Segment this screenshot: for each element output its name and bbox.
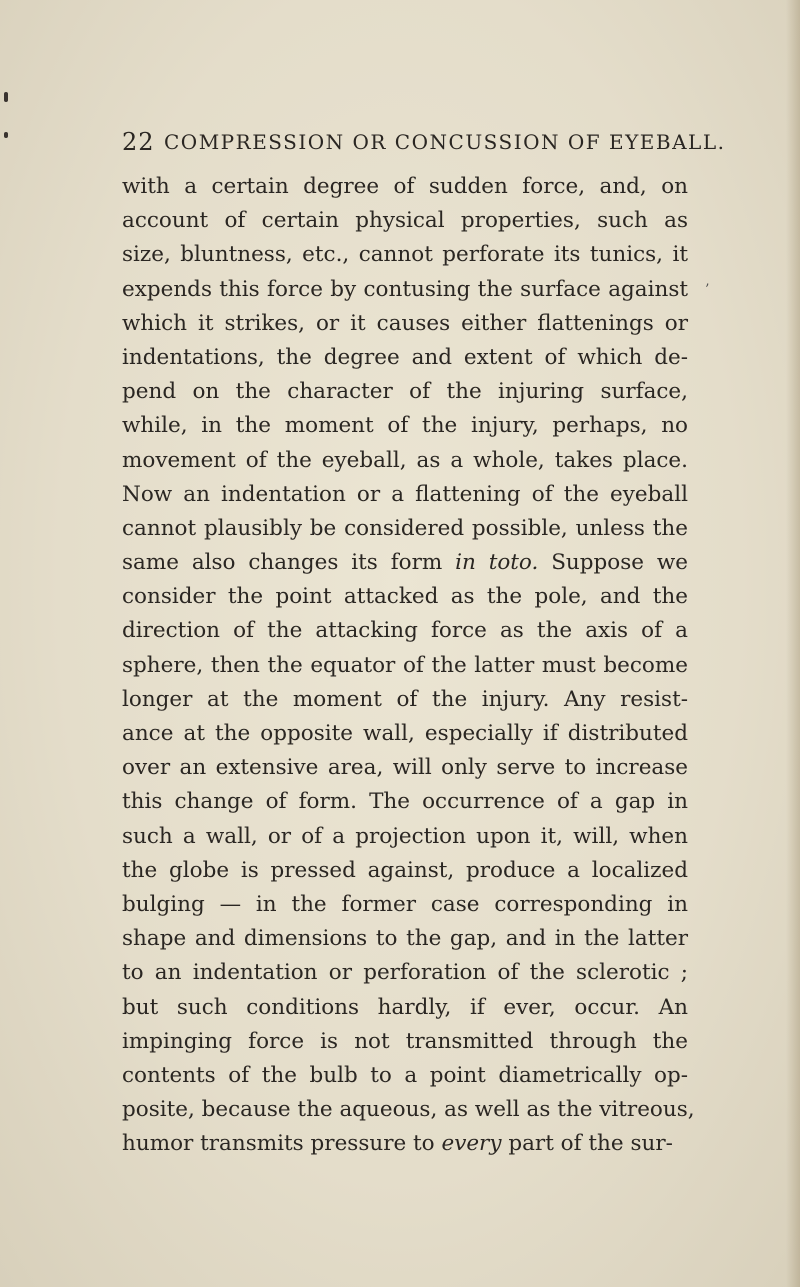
text-line: but such conditions hardly, if ever, occur. An — [122, 994, 688, 1020]
text-line: shape and dimensions to the gap, and in the latter — [122, 926, 688, 952]
binding-mark — [4, 92, 8, 102]
text-line: sphere, then the equator of the latter must become — [122, 652, 688, 678]
text-segment: same also changes its form — [122, 550, 456, 576]
text-line: pend on the character of the injuring surface, — [122, 379, 688, 405]
text-line: bulging — in the former case corresponding in — [122, 891, 688, 917]
text-segment: part of the sur- — [501, 1131, 673, 1157]
text-line: consider the point attacked as the pole, and the — [122, 584, 688, 610]
text-line: indentations, the degree and extent of which de- — [122, 344, 688, 370]
text-line — [122, 546, 688, 580]
text-line: this change of form. The occurrence of a gap in — [122, 789, 688, 815]
text-line: impinging force is not transmitted through the — [122, 1028, 688, 1054]
text-line — [122, 1127, 688, 1161]
text-segment: humor transmits pressure to — [122, 1131, 442, 1157]
text-line: posite, because the aqueous, as well as the vitreous, — [122, 1097, 695, 1123]
text-line: direction of the attacking force as the axis of a — [122, 618, 688, 644]
text-line: over an extensive area, will only serve to increase — [122, 755, 688, 781]
text-segment: Suppose we — [538, 550, 688, 576]
text-line: the globe is pressed against, produce a localized — [122, 857, 688, 883]
stray-mark: ’ — [705, 282, 710, 298]
page-edge-shadow — [786, 0, 800, 1287]
text-line: Now an indentation or a flattening of the eyeball — [122, 481, 688, 507]
text-line: cannot plausibly be considered possible, unless the — [122, 515, 688, 541]
text-line: contents of the bulb to a point diametrically op- — [122, 1062, 688, 1088]
text-line: account of certain physical properties, such as — [122, 208, 688, 234]
page-number: 22 — [122, 128, 155, 156]
text-line: movement of the eyeball, as a whole, takes place. — [122, 447, 688, 473]
page-header — [122, 124, 726, 160]
text-line: size, bluntness, etc., cannot perforate its tunics, it — [122, 242, 688, 268]
italic-text: in toto. — [455, 550, 539, 576]
running-head: COMPRESSION OR CONCUSSION OF EYEBALL. — [164, 130, 726, 154]
text-line: while, in the moment of the injury, perhaps, no — [122, 413, 688, 439]
text-line: with a certain degree of sudden force, and, on — [122, 174, 688, 199]
binding-mark — [4, 132, 8, 138]
text-line: which it strikes, or it causes either flattenings or — [122, 310, 688, 336]
text-line: expends this force by contusing the surface against — [122, 276, 688, 302]
text-line: such a wall, or of a projection upon it, will, when — [122, 823, 688, 849]
text-line: to an indentation or perforation of the sclerotic ; — [122, 960, 688, 986]
text-line: ance at the opposite wall, especially if distributed — [122, 721, 688, 746]
text-line: longer at the moment of the injury. Any resist- — [122, 686, 688, 712]
body-text — [122, 170, 695, 1161]
italic-text: every — [441, 1131, 502, 1157]
